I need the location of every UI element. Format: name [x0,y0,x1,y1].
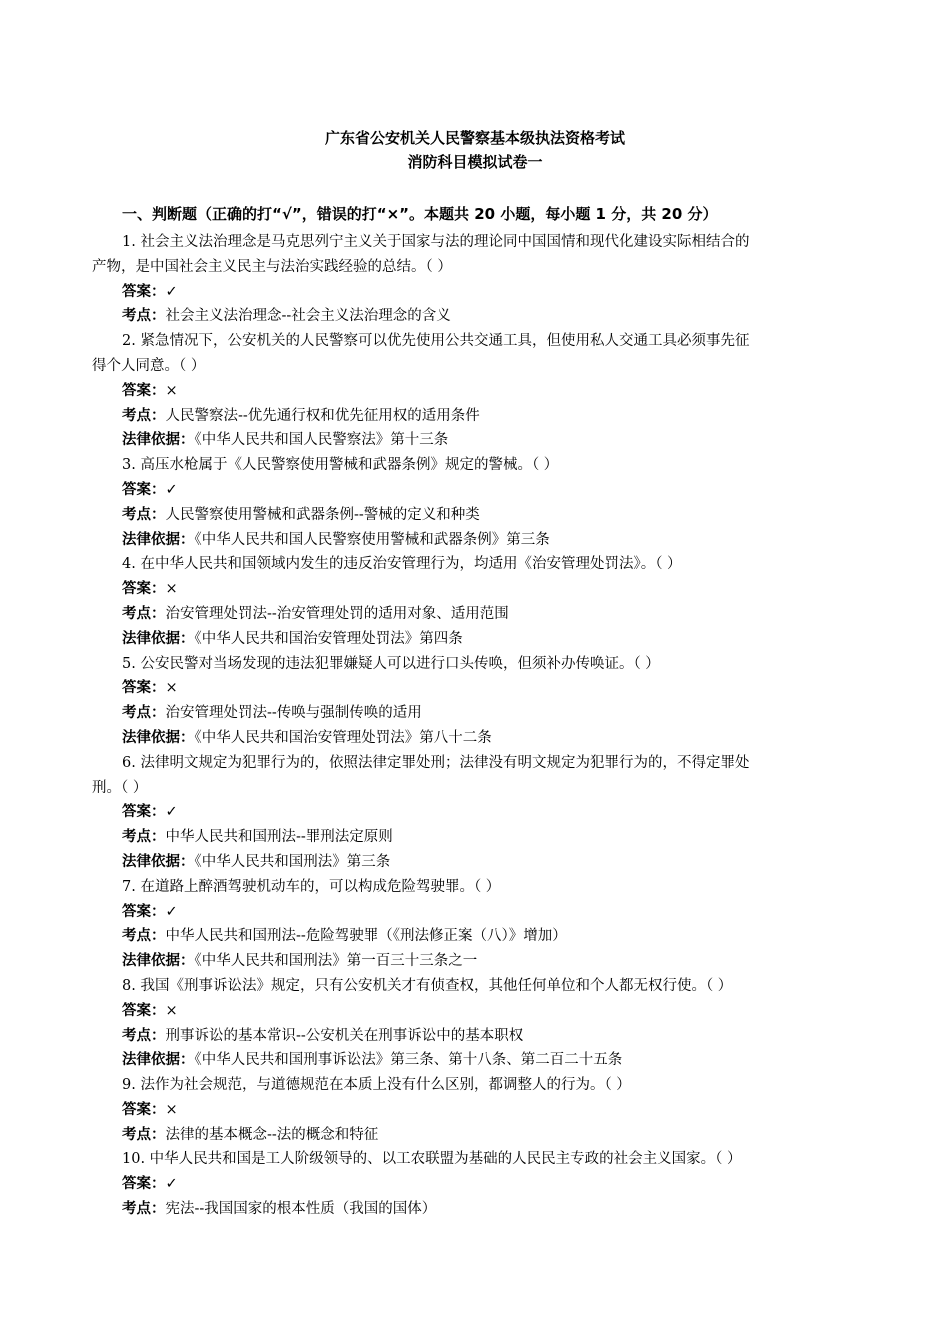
basis-line [92,528,860,553]
basis-line-value: 《中华人民共和国人民警察法》第十三条 [194,432,449,449]
basis-line [92,627,860,652]
answer-line [92,676,860,701]
point-line-value: 人民警察使用警械和武器条例--警械的定义和种类 [165,506,480,523]
basis-line-label: 法律依据： [122,531,195,548]
question-text: 6. 法律明文规定为犯罪行为的，依照法律定罪处刑；法律没有明文规定为犯罪行为的，不得定罪处 [122,754,750,771]
question-text: 3. 高压水枪属于《人民警察使用警械和武器条例》规定的警械。（ ） [122,457,559,474]
answer-line-label: 答案： [122,481,166,498]
basis-line-value: 《中华人民共和国人民警察使用警械和武器条例》第三条 [194,531,550,548]
point-line-value: 中华人民共和国刑法--危险驾驶罪（《刑法修正案（八）》增加） [165,928,567,945]
basis-line [92,949,860,974]
answer-line [92,1098,860,1123]
answer-line-label: 答案： [122,1002,166,1019]
question-text: 8. 我国《刑事诉讼法》规定，只有公安机关才有侦查权，其他任何单位和个人都无权行使。（ ） [122,977,733,994]
point-line-label: 考点： [122,705,166,722]
answer-line [92,900,860,925]
answer-line-label: 答案： [122,581,166,598]
document-subtitle: 消防科目模拟试卷一 [407,153,543,171]
point-line [92,404,860,429]
answer-line-label: 答案： [122,804,166,821]
answer-line-label: 答案： [122,1176,166,1193]
question-text: 10. 中华人民共和国是工人阶级领导的、以工农联盟为基础的人民民主专政的社会主义国家。（ ） [122,1151,742,1168]
basis-line [92,726,860,751]
basis-line-value: 《中华人民共和国治安管理处罚法》第八十二条 [194,729,492,746]
answer-line [92,800,860,825]
question-text: 1. 社会主义法治理念是马克思列宁主义关于国家与法的理论同中国国情和现代化建设实际相结合的 [122,234,750,250]
point-line-value: 宪法--我国国家的根本性质（我国的国体） [165,1201,437,1218]
basis-line [92,428,860,453]
document-title: 广东省公安机关人民警察基本级执法资格考试 [324,129,625,147]
basis-line-value: 《中华人民共和国刑法》第一百三十三条之一 [194,953,478,970]
point-line-value: 社会主义法治理念--社会主义法治理念的含义 [165,308,451,325]
point-line-label: 考点： [122,407,166,424]
point-line-value: 人民警察法--优先通行权和优先征用权的适用条件 [165,407,480,424]
basis-line-label: 法律依据： [122,630,195,647]
basis-line-value: 《中华人民共和国刑事诉讼法》第三条、第十八条、第二百二十五条 [194,1052,623,1069]
answer-line-value: ✓ [165,283,178,300]
point-line-value: 治安管理处罚法--传唤与强制传唤的适用 [165,705,422,722]
point-line [92,924,860,949]
basis-line-label: 法律依据： [122,729,195,746]
point-line [92,701,860,726]
answer-line-value: × [165,680,178,697]
answer-line-value: × [165,382,178,399]
answer-line-value: × [165,1002,178,1019]
point-line [92,304,860,329]
question-text: 9. 法作为社会规范，与道德规范在本质上没有什么区别，都调整人的行为。（ ） [122,1077,631,1094]
point-line-value: 刑事诉讼的基本常识--公安机关在刑事诉讼中的基本职权 [165,1027,524,1044]
question-text: 产物，是中国社会主义民主与法治实践经验的总结。（ ） [92,258,452,275]
basis-line [92,850,860,875]
answer-line-value: ✓ [165,804,178,821]
point-line-label: 考点： [122,1027,166,1044]
basis-line-label: 法律依据： [122,953,195,970]
answer-line-label: 答案： [122,382,166,399]
question-text: 刑。（ ） [92,779,148,796]
basis-line-label: 法律依据： [122,432,195,449]
point-line-value: 中华人民共和国刑法--罪刑法定原则 [165,829,393,846]
section-heading: 一、判断题（正确的打“√”，错误的打“×”。本题共 20 小题，每小题 1 分，共 20 分） [122,205,718,223]
answer-line [92,577,860,602]
answer-line-label: 答案： [122,680,166,697]
point-line [92,825,860,850]
answer-line-value: × [165,581,178,598]
question-text: 得个人同意。（ ） [92,357,206,374]
point-line [92,1197,860,1222]
answer-line-value: ✓ [165,481,178,498]
basis-line-value: 《中华人民共和国治安管理处罚法》第四条 [194,630,463,647]
point-line-label: 考点： [122,928,166,945]
question-text: 7. 在道路上醉酒驾驶机动车的，可以构成危险驾驶罪。（ ） [122,878,501,895]
point-line-label: 考点： [122,829,166,846]
question-text: 4. 在中华人民共和国领域内发生的违反治安管理行为，均适用《治安管理处罚法》。（ ） [122,556,682,573]
answer-line-value: × [165,1101,178,1118]
question-text: 5. 公安民警对当场发现的违法犯罪嫌疑人可以进行口头传唤，但须补办传唤证。（ ） [122,655,660,672]
point-line [92,602,860,627]
answer-line-value: ✓ [165,1176,178,1193]
answer-line [92,999,860,1024]
answer-line [92,379,860,404]
answer-line [92,280,860,305]
point-line-value: 法律的基本概念--法的概念和特征 [165,1126,379,1143]
answer-line-label: 答案： [122,283,166,300]
point-line-label: 考点： [122,1201,166,1218]
point-line [92,503,860,528]
answer-line-value: ✓ [165,903,178,920]
question-list [92,230,860,1222]
basis-line [92,1048,860,1073]
question-text: 2. 紧急情况下，公安机关的人民警察可以优先使用公共交通工具，但使用私人交通工具必须事先征 [122,333,750,350]
answer-line-label: 答案： [122,903,166,920]
basis-line-value: 《中华人民共和国刑法》第三条 [194,853,391,870]
basis-line-label: 法律依据： [122,853,195,870]
point-line-label: 考点： [122,308,166,325]
point-line [92,1024,860,1049]
basis-line-label: 法律依据： [122,1052,195,1069]
answer-line [92,478,860,503]
answer-line [92,1172,860,1197]
point-line [92,1123,860,1148]
point-line-value: 治安管理处罚法--治安管理处罚的适用对象、适用范围 [165,605,509,622]
answer-line-label: 答案： [122,1101,166,1118]
point-line-label: 考点： [122,605,166,622]
point-line-label: 考点： [122,506,166,523]
point-line-label: 考点： [122,1126,166,1143]
